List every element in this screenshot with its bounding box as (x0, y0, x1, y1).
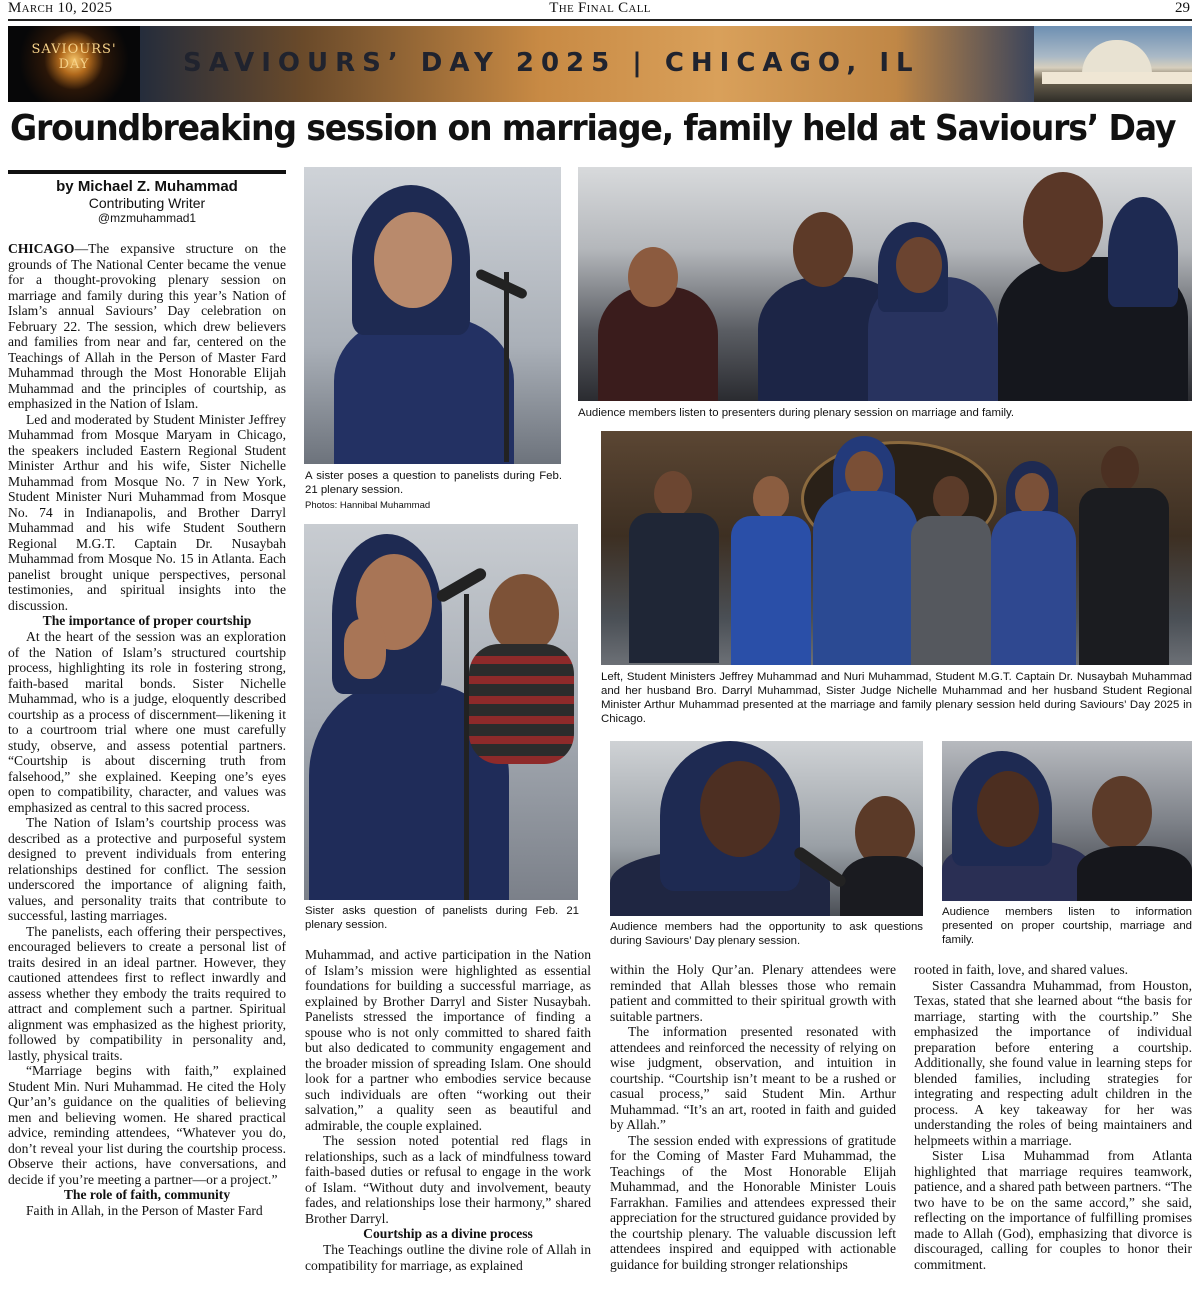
article-column-2 (305, 947, 591, 1293)
paragraph: Faith in Allah, in the Person of Master Fard (26, 1203, 263, 1218)
paragraph: rooted in faith, love, and shared values. (914, 962, 1129, 977)
paragraph: “Marriage begins with faith,” explained Student Min. Nuri Muhammad. He cited the Holy Qur’an’s guidance on the qualities of believing men and believing women. He shared practical advice, reminding attendees, “Whatever you do, don’t reveal your list during the courtship process. Observe their actions, have conversations, and decide if you’re meeting a partner—or a project.” (8, 1063, 286, 1187)
caption-photo-1: A sister poses a question to panelists during Feb. 21 plenary session. (305, 470, 562, 496)
caption-photo-3: Left, Student Ministers Jeffrey Muhammad and Nuri Muhammad, Student M.G.T. Captain Dr. Nusaybah Muhammad and her husband Bro. Darryl Muhammad, Sister Judge Nichelle Muhammad and her husband Student Regional Minister Arthur Muhammad presented at the marriage and family plenary session held during Saviours’ Day 2025 in Chicago. (601, 671, 1192, 725)
caption-photo-2: Audience members listen to presenters during plenary session on marriage and family. (578, 407, 1015, 419)
paragraph: The information presented resonated with attendees and reinforced the necessity of relying on wise judgment, observation, and intuition in courtship. “Courtship isn’t meant to be a rushed or casual process,” said Student Min. Arthur Muhammad. “It’s an art, rooted in faith and guided by Allah.” (610, 1024, 896, 1132)
logo-text-line2: DAY (58, 57, 90, 72)
paragraph: Muhammad, and active participation in the Nation of Islam’s mission were highlighted as essential foundations for building a successful marriage, as explained by Brother Darryl and Sister Nusaybah. Panelists stressed the importance of finding a spouse who is not only committed to shared faith but also dedicated to community engagement and the broader mission of spreading Islam. One should look for a partner who embodies service because such individuals are often “working out their salvation,” a quality seen as beautiful and admirable, the couple explained. (305, 947, 591, 1133)
paragraph: At the heart of the session was an exploration of the Nation of Islam’s structured courtship process, highlighting its role in fostering strong, faith-based marital bonds. Sister Nichelle Muhammad, who is a judge, eloquently described courtship as a process of discernment—likening it to a courtroom trial where one must carefully study, observe, and assess potential partners. “Courtship is about discerning truth from falsehood,” she explained. Keeping one’s eyes open to compatibility, character, and values was emphasized as central to this sacred process. (8, 629, 286, 815)
subhead-faith-community: The role of faith, community (63, 1187, 231, 1202)
photo-audience-info (942, 741, 1192, 901)
paragraph: The panelists, each offering their perspectives, encouraged believers to create a personal list of traits desired in an ideal partner. However, they cautioned attendees first to reflect inwardly and assess whether they embody the traits required to attract and complement such a partner. Spiritual alignment was emphasized as the highest priority, followed by compatibility in personality and, lastly, physical traits. (8, 923, 286, 1063)
photo-sister-with-child (304, 524, 578, 900)
paragraph: The Teachings outline the divine role of Allah in compatibility for marriage, as explained (305, 1242, 591, 1273)
issue-date: March 10, 2025 (8, 0, 113, 16)
photo-panelists-group (601, 431, 1192, 665)
subhead-courtship: The importance of proper courtship (42, 613, 252, 628)
paragraph: Sister Lisa Muhammad from Atlanta highlighted that marriage requires teamwork, patience, and a shared path between partners. “The two have to be on the same accord,” she said, reflecting on the importance of fulfilling promises made to Allah (God), emphasizing that divorce is discouraged, calling for couples to honor their commitment. (914, 1148, 1192, 1272)
page-number: 29 (1175, 0, 1190, 16)
dome-shape (1082, 40, 1152, 74)
byline-author: by Michael Z. Muhammad (56, 178, 238, 195)
banner-title: SAVIOURS’ DAY 2025 | CHICAGO, IL (183, 48, 920, 78)
caption-photo-4: Sister asks question of panelists during Feb. 21 plenary session. (305, 905, 579, 931)
photo-credit: Photos: Hannibal Muhammad (305, 500, 431, 511)
subhead-divine-process: Courtship as a divine process (363, 1226, 533, 1241)
headline: Groundbreaking session on marriage, family held at Saviours’ Day (10, 108, 1176, 149)
article-column-4 (914, 962, 1192, 1293)
byline-role: Contributing Writer (88, 195, 206, 211)
paragraph: CHICAGO—The expansive structure on the grounds of The National Center became the venue for a thought-provoking plenary session on marriage and family during this year’s Nation of Islam’s annual Saviours’ Day celebration on February 22. The session, which drew believers and families from near and far, centered on the Teachings of Allah in the Person of Master Fard Muhammad through the Most Honorable Elijah Muhammad and the principles of courtship, as emphasized in the Nation of Islam. (8, 241, 286, 411)
paragraph: The session noted potential red flags in relationships, such as a lack of mindfulness toward faith-based duties or refusal to engage in the work of Islam. “Without duty and involvement, beauty fades, and relationships lose their harmony,” shared Brother Darryl. (305, 1133, 591, 1226)
photo-audience-asking (610, 741, 923, 916)
event-banner (8, 26, 1192, 102)
caption-photo-6: Audience members listen to information presented on proper courtship, marriage and family. (942, 906, 1192, 946)
paragraph: within the Holy Qur’an. Plenary attendees were reminded that Allah blesses those who remain patient and committed to their spiritual growth with suitable partners. (610, 962, 896, 1024)
photo-audience-listening (578, 167, 1192, 401)
banner-building-photo (1034, 26, 1192, 102)
paragraph: Sister Cassandra Muhammad, from Houston, Texas, stated that she learned about “the basis for marriage, starting with the courtship.” She emphasized the importance of individual preparation before entering a courtship. Additionally, she found value in learning steps for blended families, including strategies for integrating and respecting adult children in the process. A key takeaway for her was understanding the roles of being maintainers and helpmeets within a marriage. (914, 977, 1192, 1148)
article-column-1 (8, 241, 286, 1293)
article-column-3 (610, 962, 896, 1293)
byline-rule (8, 170, 286, 174)
paragraph: The session ended with expressions of gratitude for the Coming of Master Fard Muhammad, the Teachings of the Most Honorable Elijah Muhammad, and the Honorable Minister Louis Farrakhan. Families and attendees expressed their appreciation for the structured guidance provided by the courtship plenary. The valuable discussion left attendees inspired and equipped with actionable guidance for building stronger relationships (610, 1132, 896, 1272)
photo-sister-question (304, 167, 561, 464)
logo-text-line1: SAVIOURS' (31, 42, 117, 57)
header-rule (8, 19, 1192, 21)
paragraph: Led and moderated by Student Minister Jeffrey Muhammad from Mosque Maryam in Chicago, the speakers included Eastern Regional Student Minister Arthur and his wife, Sister Nichelle Muhammad from Mosque No. 7 in New York, Student Minister Nuri Muhammad from Mosque No. 74 in Indianapolis, and Brother Darryl Muhammad and his wife Student Southern Regional M.G.T. Captain Dr. Nusaybah Muhammad from Mosque No. 15 in Atlanta. Each panelist brought unique perspectives, personal testimonies, and spiritual insights into the discussion. (8, 411, 286, 613)
saviours-day-logo (8, 26, 140, 102)
byline-handle: @mzmuhammad1 (97, 211, 197, 225)
publication-name: The Final Call (549, 0, 651, 16)
dateline: CHICAGO (8, 241, 75, 256)
caption-photo-5: Audience members had the opportunity to ask questions during Saviours’ Day plenary session. (610, 921, 923, 947)
paragraph: The Nation of Islam’s courtship process was described as a protective and purposeful system designed to prevent individuals from entering relationships destined for conflict. The session underscored the importance of aligning faith, values, and personality traits that contribute to successful, lasting marriages. (8, 815, 286, 923)
